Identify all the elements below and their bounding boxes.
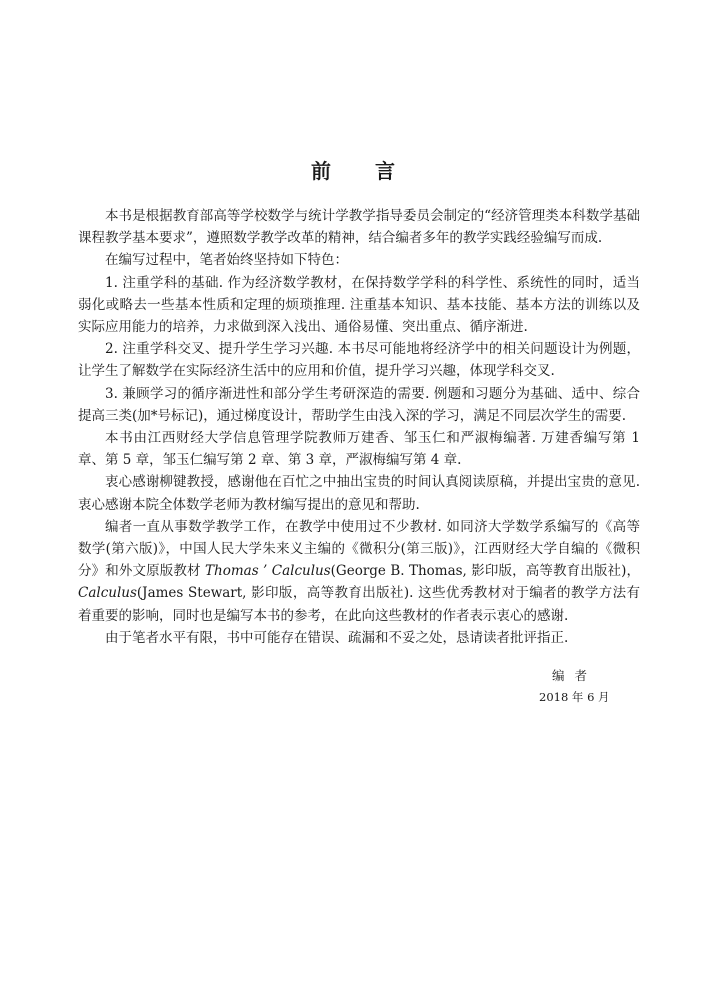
book-title-calculus: Calculus	[78, 585, 137, 602]
preface-date: 2018 年 6 月	[539, 690, 610, 704]
paragraph-feature-3: 3. 兼顾学习的循序渐进性和部分学生考研深造的需要. 例题和习题分为基础、适中、综合提高三类(加*号标记)，通过梯度设计，帮助学生由浅入深的学习，满足不同层次学生的需要.	[78, 385, 640, 424]
paragraph-references	[78, 516, 640, 627]
paragraph-closing: 由于笔者水平有限，书中可能存在错误、疏漏和不妥之处，恳请读者批评指正.	[105, 629, 569, 646]
author-signature: 编者	[552, 668, 598, 683]
paragraph-features-lead: 在编写过程中，笔者始终坚持如下特色：	[105, 252, 348, 269]
paragraph-authors: 本书由江西财经大学信息管理学院教师万建香、邹玉仁和严淑梅编著. 万建香编写第 1 章、第 5 章，邹玉仁编写第 2 章、第 3 章，严淑梅编写第 4 章.	[78, 430, 640, 469]
references-text-2: (George B. Thomas, 影印版，高等教育出版社)，	[330, 563, 640, 580]
references-text-3: (James Stewart, 影印版，高等教育出版社). 这些优秀教材对于编者的教学方法有着重要的影响，同时也是编写本书的参考，在此向这些教材的作者表示衷心的感谢.	[78, 585, 640, 624]
paragraph-thanks: 衷心感谢柳键教授，感谢他在百忙之中抽出宝贵的时间认真阅读原稿，并提出宝贵的意见. 衷心感谢本院全体数学老师为教材编写提出的意见和帮助.	[78, 474, 640, 513]
paragraph-intro: 本书是根据教育部高等学校数学与统计学教学指导委员会制定的“经济管理类本科数学基础课程教学基本要求”，遵照数学教学改革的精神，结合编者多年的教学实践经验编写而成.	[78, 208, 640, 247]
book-title-thomas: Thomas ’ Calculus	[205, 563, 331, 580]
preface-body	[78, 205, 640, 649]
references-text-1: 编者一直从事数学教学工作，在教学中使用过不少教材. 如同济大学数学系编写的《高等数学(第六版)》，中国人民大学朱来义主编的《微积分(第三版)》，江西财经大学自编的《微积分》和外文原版教材	[78, 518, 640, 580]
page-title: 前言	[311, 159, 439, 183]
paragraph-feature-2: 2. 注重学科交叉、提升学生学习兴趣. 本书尽可能地将经济学中的相关问题设计为例题，让学生了解数学在实际经济生活中的应用和价值，提升学习兴趣，体现学科交叉.	[78, 341, 640, 380]
paragraph-feature-1: 1. 注重学科的基础. 作为经济数学教材，在保持数学学科的科学性、系统性的同时，适当弱化或略去一些基本性质和定理的烦琐推理. 注重基本知识、基本技能、基本方法的训练以及实际应用能力的培养，力求做到深入浅出、通俗易懂、突出重点、循序渐进.	[78, 274, 640, 336]
